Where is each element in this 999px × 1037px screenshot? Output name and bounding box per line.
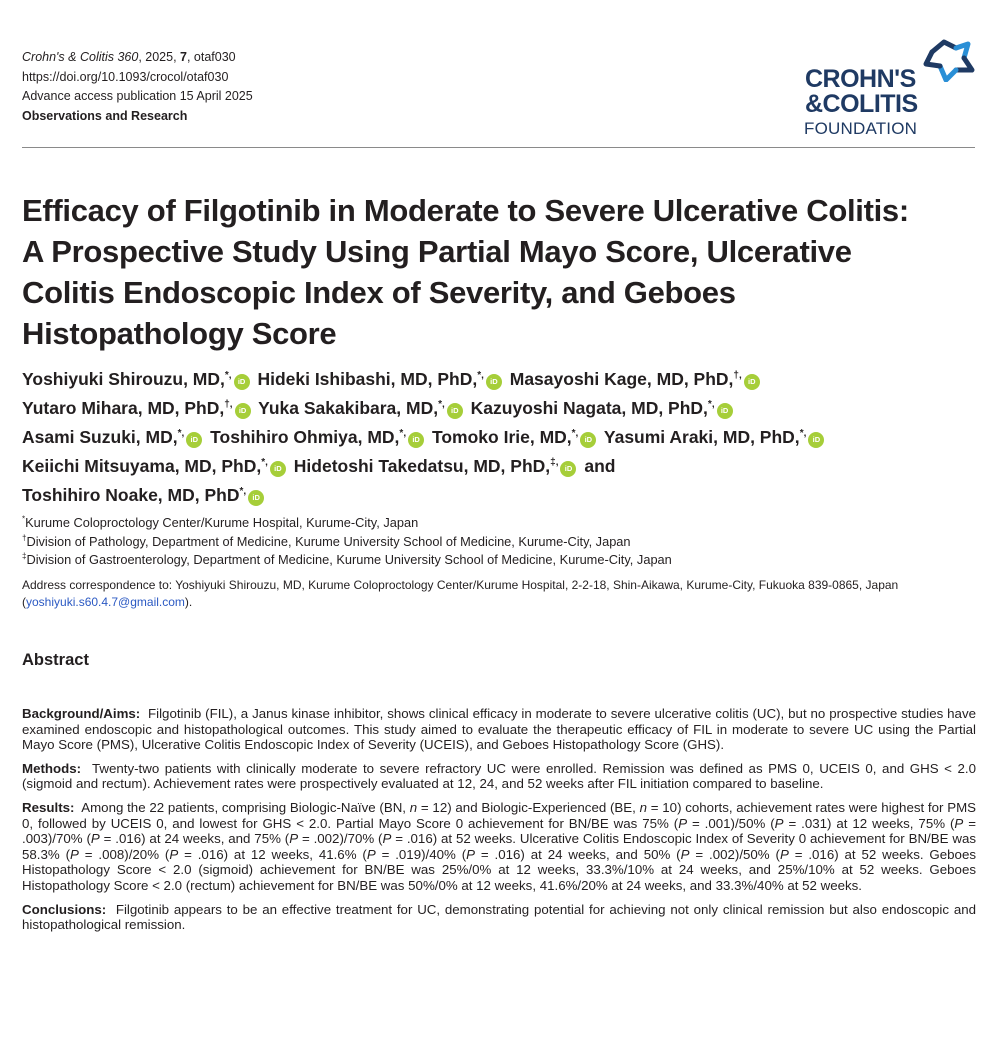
author: Keiichi Mitsuyama, MD, PhD,*,iD [22, 456, 289, 476]
orcid-icon[interactable]: iD [408, 432, 424, 448]
abstract-body [22, 706, 976, 941]
article-id: , otaf030 [186, 50, 236, 64]
author: Yasumi Araki, MD, PhD,*,iD [604, 427, 827, 447]
abstract-methods: Methods: Twenty-two patients with clinically moderate to severe refractory UC were enrolled. Remission was defined as PMS 0, UCEIS 0, and GHS < 2.0 (sigmoid and rectum). Achievement rates were prospectively evaluated at 12, 24, and 52 weeks after FIL initiation compared to baseline. [22, 760, 976, 792]
orcid-icon[interactable]: iD [744, 374, 760, 390]
orcid-icon[interactable]: iD [717, 403, 733, 419]
journal-meta [22, 48, 253, 126]
orcid-icon[interactable]: iD [580, 432, 596, 448]
author: Toshihiro Noake, MD, PhD*,iD [22, 485, 267, 505]
volume: 7 [180, 50, 187, 64]
affiliation: *Kurume Coloproctology Center/Kurume Hospital, Kurume-City, Japan [22, 514, 419, 530]
author: Yutaro Mihara, MD, PhD,†,iD [22, 398, 254, 418]
doi-link[interactable]: https://doi.org/10.1093/crocol/otaf030 [22, 69, 229, 84]
logo-line-3: FOUNDATION [804, 119, 918, 138]
abstract-background: Background/Aims: Filgotinib (FIL), a Janus kinase inhibitor, shows clinical efficacy in moderate to severe ulcerative colitis (UC), but no prospective studies have examined endoscopic and histopathological outcomes. This study aimed to evaluate the therapeutic efficacy of FIL in moderate to severe UC using the Partial Mayo Score (PMS), Ulcerative Colitis Endoscopic Index of Severity (UCEIS), and Geboes Histopathology Score (GHS). [22, 706, 976, 753]
article-title: Efficacy of Filgotinib in Moderate to Severe Ulcerative Colitis: A Prospective Study Using Partial Mayo Score, Ulcerative Colitis Endoscopic Index of Severity, and Geboes Histopathology Score [22, 193, 909, 351]
section-label: Observations and Research [22, 108, 188, 123]
orcid-icon[interactable]: iD [447, 403, 463, 419]
orcid-icon[interactable]: iD [560, 461, 576, 477]
author-list [22, 365, 972, 510]
orcid-icon[interactable]: iD [808, 432, 824, 448]
author: Asami Suzuki, MD,*,iD [22, 427, 205, 447]
affiliations [22, 514, 672, 570]
author: Toshihiro Ohmiya, MD,*,iD [210, 427, 427, 447]
orcid-icon[interactable]: iD [186, 432, 202, 448]
logo-line-1: CROHN'S [805, 65, 916, 93]
email-link[interactable]: yoshiyuki.s60.4.7@gmail.com [26, 595, 185, 609]
abstract-results: Results: Among the 22 patients, comprising Biologic-Naïve (BN, n = 12) and Biologic-Experienced (BE, n = 10) cohorts, achievement rates were highest for PMS 0, followed by UCEIS 0, and lowest for GHS < 2.0. Partial Mayo Score 0 achievement for BN/BE was 75% (P = .001)/50% (P = .031) at 12 weeks, 75% (P = .003)/70% (P = .016) at 24 weeks, and 75% (P = .002)/70% (P = .016) at 52 weeks. Ulcerative Colitis Endoscopic Index of Severity 0 achievement for BN/BE was 58.3% (P = .008)/20% (P = .016) at 12 weeks, 41.6% (P = .019)/40% (P = .016) at 24 weeks, and 50% (P = .002)/50% (P = .016) at 52 weeks. Geboes Histopathology Score < 2.0 (sigmoid) achievement for BN/BE was 25%/0% at 12 weeks, 33.3%/10% at 24 weeks, and 25%/10% at 52 weeks. Geboes Histopathology Score < 2.0 (rectum) achievement for BN/BE was 50%/0% at 12 weeks, 41.6%/20% at 24 weeks, and 33.3%/40% at 52 weeks. [22, 799, 977, 893]
journal-name: Crohn's & Colitis 360 [22, 50, 139, 64]
author: Tomoko Irie, MD,*,iD [432, 427, 599, 447]
author: Yuka Sakakibara, MD,*,iD [258, 398, 466, 418]
author: Masayoshi Kage, MD, PhD,†,iD [510, 369, 763, 389]
affiliation: ‡Division of Gastroenterology, Department of Medicine, Kurume University School of Medicine, Kurume-City, Japan [22, 551, 672, 567]
affiliation: †Division of Pathology, Department of Medicine, Kurume University School of Medicine, Kurume-City, Japan [22, 533, 631, 549]
orcid-icon[interactable]: iD [486, 374, 502, 390]
orcid-icon[interactable]: iD [270, 461, 286, 477]
orcid-icon[interactable]: iD [248, 490, 264, 506]
author: Hidetoshi Takedatsu, MD, PhD,‡,iD [294, 456, 580, 476]
abstract-heading: Abstract [22, 651, 89, 669]
orcid-icon[interactable]: iD [234, 374, 250, 390]
logo-star-icon [918, 36, 978, 82]
citation-year: , 2025, [138, 50, 181, 64]
author: Hideki Ishibashi, MD, PhD,*,iD [257, 369, 504, 389]
crohns-colitis-foundation-logo [800, 36, 980, 140]
orcid-icon[interactable]: iD [235, 403, 251, 419]
citation-line [22, 48, 253, 68]
author: Yoshiyuki Shirouzu, MD,*,iD [22, 369, 253, 389]
and-connector: and [584, 456, 616, 476]
abstract-conclusions: Conclusions: Filgotinib appears to be an effective treatment for UC, demonstrating potential for achieving not only clinical remission but also endoscopic and histopathological remission. [22, 901, 976, 933]
access-date: Advance access publication 15 April 2025 [22, 89, 253, 103]
correspondence-address: Address correspondence to: Yoshiyuki Shirouzu, MD, Kurume Coloproctology Center/Kurume Hospital, 2-2-18, Shin-Aikawa, Kurume-City, Fukuoka 839-0865, Japan (yoshiyuki.s60.4.7@gmail.com). [22, 578, 899, 609]
header-divider [22, 147, 975, 148]
author: Kazuyoshi Nagata, MD, PhD,*,iD [471, 398, 736, 418]
logo-line-2: &COLITIS [805, 90, 918, 118]
